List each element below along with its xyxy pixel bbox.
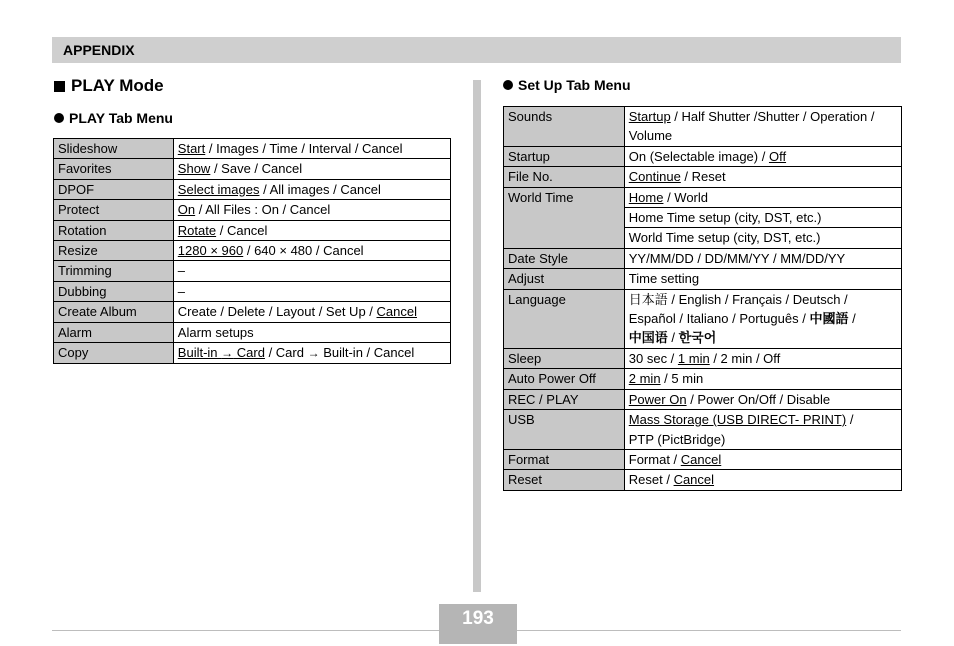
table-row [54,241,451,261]
menu-item-key: Startup [504,146,625,166]
table-row [504,410,902,450]
menu-item-key: Format [504,449,625,469]
menu-item-options [173,159,450,179]
cell-text: / 640 × 480 / Cancel [243,243,364,259]
menu-item-options [624,269,901,289]
bullet-dot-icon [503,80,513,90]
menu-item-key: Date Style [504,248,625,268]
setup-tab-heading-text: Set Up Tab Menu [518,77,631,93]
cell-text: Cancel [680,451,722,467]
menu-item-options [173,343,450,364]
cell-text: → [307,346,320,361]
menu-item-key: Copy [54,343,174,364]
cell-text: Startup [628,109,671,124]
table-row [504,449,902,469]
cell-text: 日本語 / English / Français / Deutsch / [628,291,848,307]
cell-text: Time setting [628,271,700,287]
section-title [54,76,164,96]
menu-item-key: Protect [54,200,174,220]
bullet-dot-icon [54,113,64,123]
cell-text: Rotate [177,222,217,238]
cell-text: / 2 min / Off [709,350,781,366]
play-tab-table [53,138,451,364]
menu-item-key: USB [504,410,625,450]
table-row [504,107,902,147]
page-number [439,604,517,644]
menu-item-options [173,220,450,240]
table-row [54,302,451,322]
cell-text: Cancel [376,304,417,320]
menu-item-options [624,410,901,450]
menu-item-key: Alarm [54,322,174,342]
cell-text: / All images / Cancel [259,181,381,197]
cell-text: Show [177,161,211,177]
table-row [504,248,902,268]
section-title-text: PLAY Mode [71,76,164,95]
menu-item-options [624,348,901,368]
appendix-header [52,37,901,63]
cell-text: / Save / Cancel [210,161,303,177]
menu-item-options [173,179,450,199]
menu-item-key: Trimming [54,261,174,281]
page-number-text: 193 [462,608,494,629]
cell-text: Select images [177,181,260,197]
cell-text: Start [177,141,206,156]
column-divider [473,80,481,592]
table-row [54,281,451,301]
table-row [504,470,902,490]
menu-item-options [624,228,901,248]
table-row [54,179,451,199]
menu-item-key: Sleep [504,348,625,368]
setup-tab-table [503,106,902,491]
menu-item-options [624,449,901,469]
cell-text: / Reset [680,169,726,185]
table-row [54,343,451,364]
menu-item-key: REC / PLAY [504,389,625,409]
menu-item-key: Slideshow [54,139,174,159]
menu-item-options [173,261,450,281]
menu-item-options [173,200,450,220]
menu-item-key: Create Album [54,302,174,322]
play-tab-heading [54,110,173,126]
cell-text: → [221,346,234,361]
menu-item-options [173,302,450,322]
cell-text: / [667,330,679,346]
menu-item-key: File No. [504,167,625,187]
table-row [54,139,451,159]
cell-text: / Card [264,345,308,361]
menu-item-options [624,389,901,409]
menu-item-key: World Time [504,187,625,248]
menu-item-options [173,322,450,342]
cell-text: 2 min [628,371,661,387]
cell-text: / [848,311,856,327]
cell-text: / World [663,189,709,205]
menu-item-options [624,107,901,147]
menu-item-options [624,187,901,207]
cell-text: Home Time setup (city, DST, etc.) [628,210,822,226]
table-row [54,261,451,281]
cell-text: – [177,263,186,279]
cell-text: Off [768,148,787,164]
menu-item-key: Language [504,289,625,348]
cell-text: Continue [628,169,681,185]
cell-text: Alarm setups [177,324,254,340]
table-row [504,146,902,166]
menu-item-options [624,248,901,268]
table-row [54,322,451,342]
cell-text: 1 min [677,350,710,366]
table-row [504,369,902,389]
cell-text: Built-in / Cancel [319,345,415,361]
table-row [504,389,902,409]
menu-item-key: Resize [54,241,174,261]
menu-item-key: Dubbing [54,281,174,301]
cell-text: 中國語 [809,311,849,327]
cell-text: YY/MM/DD / DD/MM/YY / MM/DD/YY [628,250,846,266]
table-row [504,269,902,289]
table-row [504,348,902,368]
cell-text: Reset / [628,472,674,488]
cell-text: Volume [628,128,673,144]
cell-text: Create / Delete / Layout / Set Up / [177,304,377,320]
menu-item-options [624,470,901,490]
menu-item-options [173,139,450,159]
cell-text: Mass Storage (USB DIRECT- PRINT) [628,412,847,428]
cell-text: Card [233,345,265,361]
cell-text: Power On [628,391,687,407]
cell-text: Home [628,189,664,205]
menu-item-key: Reset [504,470,625,490]
table-row [54,200,451,220]
table-row [504,187,902,207]
cell-text: / [846,412,854,428]
cell-text: 1280 × 960 [177,243,244,259]
cell-text: PTP (PictBridge) [628,431,726,447]
menu-item-key: Rotation [54,220,174,240]
menu-item-key: DPOF [54,179,174,199]
menu-item-key: Favorites [54,159,174,179]
square-bullet-icon [54,81,65,92]
cell-text: / 5 min [660,371,704,387]
cell-text: Español / Italiano / Português / [628,311,810,327]
menu-item-options [624,369,901,389]
cell-text: 中国语 [628,330,668,346]
cell-text: Cancel [673,472,715,488]
table-row [504,167,902,187]
play-tab-heading-text: PLAY Tab Menu [69,110,173,126]
cell-text: 30 sec / [628,350,678,366]
appendix-label: APPENDIX [63,42,135,58]
cell-text: 한국어 [678,330,717,346]
table-row [54,159,451,179]
cell-text: / Cancel [216,222,268,238]
cell-text: / All Files : On / Cancel [195,202,331,218]
cell-text: Format / [628,451,681,467]
cell-text: On [177,202,196,218]
table-row [54,220,451,240]
cell-text: – [177,283,186,299]
menu-item-key: Adjust [504,269,625,289]
table-row [504,289,902,348]
menu-item-options [173,241,450,261]
cell-text: Built-in [177,345,222,361]
cell-text: / Images / Time / Interval / Cancel [205,141,403,156]
menu-item-options [624,167,901,187]
menu-item-options [624,289,901,348]
cell-text: / Half Shutter /Shutter / Operation / [670,109,875,124]
cell-text: / Power On/Off / Disable [686,391,831,407]
menu-item-key: Auto Power Off [504,369,625,389]
menu-item-options [624,146,901,166]
menu-item-key: Sounds [504,107,625,147]
menu-item-options [173,281,450,301]
cell-text: On (Selectable image) / [628,148,769,164]
menu-item-options [624,208,901,228]
cell-text: World Time setup (city, DST, etc.) [628,230,821,246]
setup-tab-heading [503,77,631,93]
